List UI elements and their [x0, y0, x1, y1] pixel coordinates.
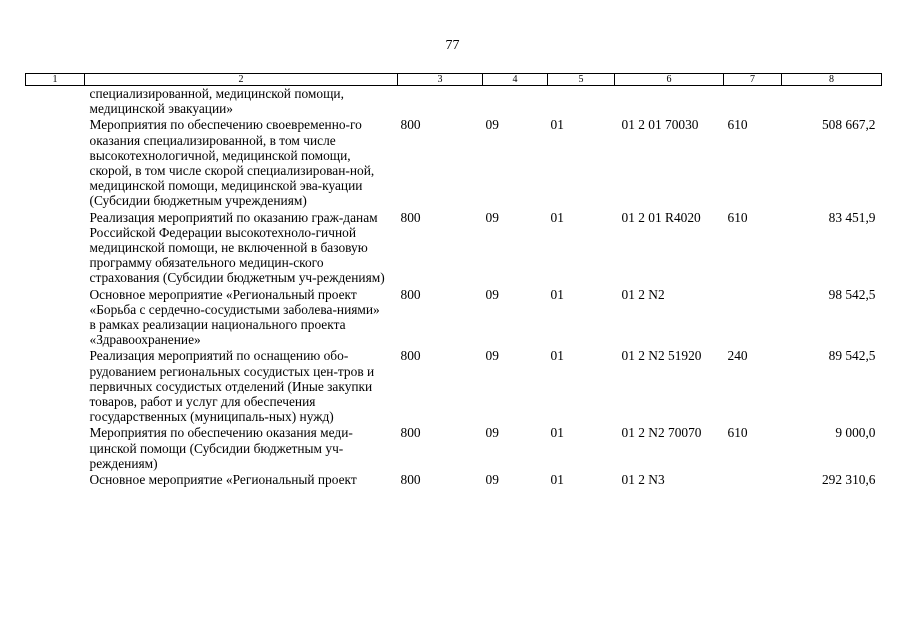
row-col5: 01 [550, 117, 564, 133]
row-col6: 01 2 N2 [621, 286, 665, 302]
table-row [26, 209, 882, 286]
row-col3: 800 [400, 472, 421, 488]
row-col7: 610 [727, 209, 748, 225]
row-col4: 09 [485, 117, 499, 133]
row-col5: 01 [550, 425, 564, 441]
row-col7: 610 [727, 425, 748, 441]
row-col8: 292 310,6 [821, 472, 876, 488]
row-col4: 09 [485, 348, 499, 364]
header-col-8: 8 [782, 74, 882, 86]
row-col7: 240 [727, 348, 748, 364]
row-name: Реализация мероприятий по оснащению обо-рудованием региональных сосудистых цен-тров и первичных сосудистых отделений (Иные закупки товаров, работ и услуг для обеспечения государственных (муниципаль-ных) нужд) [89, 348, 375, 425]
header-col-7: 7 [724, 74, 782, 86]
header-col-6: 6 [615, 74, 724, 86]
row-col6: 01 2 N3 [621, 472, 665, 488]
row-col4: 09 [485, 472, 499, 488]
row-col7 [724, 86, 782, 117]
row-col4: 09 [485, 286, 499, 302]
row-name: Основное мероприятие «Региональный проект [89, 472, 357, 488]
row-col4 [483, 86, 548, 117]
row-name: Мероприятия по обеспечению оказания меди-цинской помощи (Субсидии бюджетным уч-реждениям) [89, 425, 353, 471]
row-col6: 01 2 N2 70070 [621, 425, 702, 441]
header-col-4: 4 [483, 74, 548, 86]
table-row [26, 86, 882, 117]
row-col8: 98 542,5 [828, 286, 876, 302]
row-name: Мероприятия по обеспечению своевременно-го оказания специализированной, в том числе высокотехнологичной, медицинской помощи, скорой, в том числе скорой специализирован-ной, медицинской помощи, медицинской эва-куации (Субсидии бюджетным учреждениям) [89, 117, 375, 209]
row-col5: 01 [550, 348, 564, 364]
row-col8: 89 542,5 [828, 348, 876, 364]
row-col3: 800 [400, 209, 421, 225]
header-col-5: 5 [548, 74, 615, 86]
row-col3: 800 [400, 117, 421, 133]
row-col3: 800 [400, 425, 421, 441]
page-number: 77 [445, 38, 460, 53]
budget-table [25, 73, 882, 487]
row-col5: 01 [550, 286, 564, 302]
row-col3 [398, 86, 483, 117]
table-row [26, 286, 882, 348]
row-col8: 83 451,9 [828, 209, 876, 225]
row-col8 [782, 86, 882, 117]
row-col7: 610 [727, 117, 748, 133]
row-col5 [548, 86, 615, 117]
header-col-2: 2 [85, 74, 398, 86]
header-col-3: 3 [398, 74, 483, 86]
row-col7 [724, 471, 782, 487]
row-name: Реализация мероприятий по оказанию граж-данам Российской Федерации высокотехноло-гичной медицинской помощи, не включенной в базовую программу обязательного медицин-ского страхования (Субсидии бюджетным уч-реждениям) [89, 209, 385, 286]
row-col3: 800 [400, 348, 421, 364]
table-row [26, 116, 882, 208]
row-col7 [724, 286, 782, 348]
table-row [26, 471, 882, 487]
row-col8: 9 000,0 [835, 425, 876, 441]
row-col3: 800 [400, 286, 421, 302]
row-name: специализированной, медицинской помощи, медицинской эвакуации» [89, 86, 344, 117]
row-col6: 01 2 N2 51920 [621, 348, 702, 364]
row-name: Основное мероприятие «Региональный проект «Борьба с сердечно-сосудистыми заболева-ниями» в рамках реализации национального проекта «Здравоохранение» [89, 286, 380, 348]
row-col6: 01 2 01 70030 [621, 117, 699, 133]
header-col-1: 1 [26, 74, 85, 86]
row-col6 [615, 86, 724, 117]
row-col4: 09 [485, 425, 499, 441]
row-col4: 09 [485, 209, 499, 225]
table-row [26, 424, 882, 471]
row-col8: 508 667,2 [821, 117, 876, 133]
header-row [26, 74, 882, 86]
row-col5: 01 [550, 472, 564, 488]
row-col5: 01 [550, 209, 564, 225]
table-row [26, 347, 882, 424]
row-col6: 01 2 01 R4020 [621, 209, 701, 225]
